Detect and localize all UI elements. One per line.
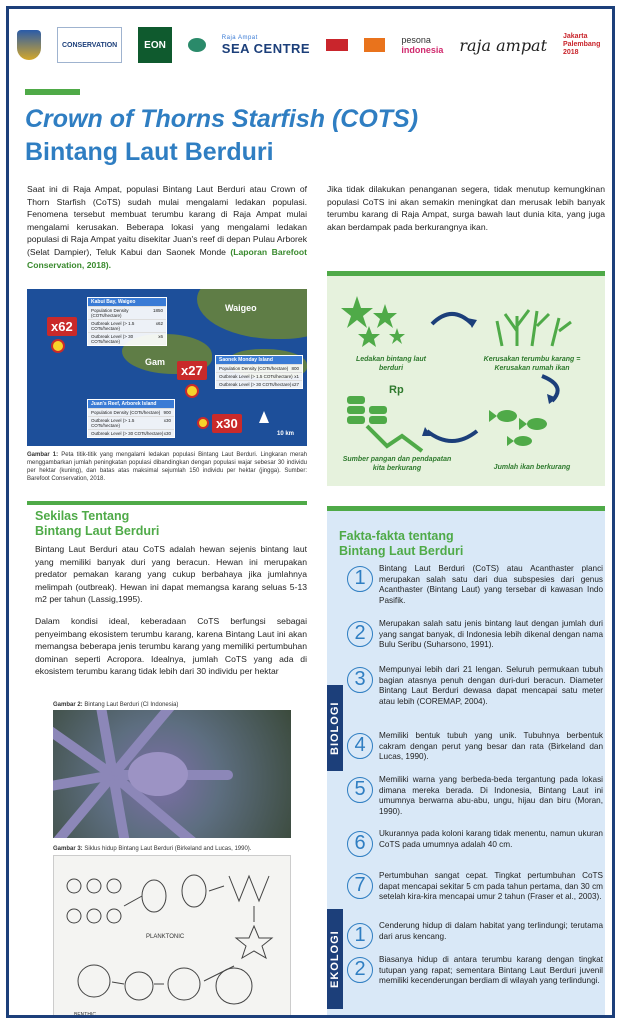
figure-2-caption: Gambar 2: Bintang Laut Berduri (CI Indonesia) bbox=[53, 702, 179, 708]
conservation-logo: CONSERVATION bbox=[57, 27, 122, 63]
starfish-photo bbox=[53, 710, 291, 838]
trend-down-icon bbox=[367, 426, 422, 451]
map-label-gam: Gam bbox=[145, 357, 166, 367]
title-english: Crown of Thorns Starfish (COTS) bbox=[25, 105, 419, 133]
life-cycle-diagram bbox=[53, 855, 291, 1018]
fish-icon bbox=[489, 410, 547, 446]
crest-icon bbox=[17, 27, 41, 63]
pesona-indonesia-logo: pesona indonesia bbox=[401, 35, 444, 55]
life-cycle-art bbox=[54, 856, 291, 1018]
arrow-icon bbox=[432, 314, 472, 324]
infographic-label-2: Kerusakan terumbu karang = Kerusakan rumah ikan bbox=[483, 356, 581, 372]
fact-item: 1 Bintang Laut Berduri (CoTS) atau Acanthaster planci merupakan salah satu dari dua subspesies dari genus Acanthaster (Bintang Laut) yang tersebar di kawasan Indo Pasifik. bbox=[347, 564, 603, 607]
intro-paragraph-1: Saat ini di Raja Ampat, populasi Bintang Laut Berduri atau Crown of Thorn Starfish (CoTS) sudah mulai mengalami ledakan populasi. Fenomena tersebut membuat terumbu karang di Raja Ampat mulai mengalami kerusakan. Beberapa lokasi yang mengalami ledakan populasi di Raja Ampat yaitu disekitar Juan's reef di depan Pulau Arborek (Selat Dampier), Teluk Kabui dan Saonek Monde (Laporan Barefoot Conservation, 2018). bbox=[27, 184, 307, 270]
north-arrow-icon bbox=[259, 411, 269, 423]
impact-infographic bbox=[327, 271, 605, 486]
infographic-art bbox=[327, 276, 605, 486]
facts-heading: Fakta-fakta tentang Bintang Laut Berduri bbox=[339, 529, 464, 558]
raja-ampat-logo: raja ampat bbox=[459, 35, 548, 55]
partner-red-logo bbox=[326, 27, 348, 63]
map-badge-juans: x30 bbox=[212, 414, 242, 433]
eon-logo: EON bbox=[138, 27, 172, 63]
turtle-icon bbox=[188, 27, 206, 63]
map-badge-kabui: x62 bbox=[47, 317, 77, 336]
fact-item: 5 Memiliki warna yang berbeda-beda tergantung pada lokasi dimana mereka berada. Di Indonesia, Bintang Laut ini umumnya berwarna abu-abu, ungu, hijau dan biru (Moran, 1990). bbox=[347, 775, 603, 818]
fact-item: 2 Biasanya hidup di antara terumbu karang dengan tingkat tutupan yang rapat; sementara Bintang Laut Berduri juvenil memiliki kecenderungan berdiam di wilayah yang terlindungi. bbox=[347, 955, 603, 987]
infographic-label-1: Ledakan bintang laut berduri bbox=[355, 356, 426, 372]
asian-games-logo: Jakarta Palembang 2018 bbox=[563, 33, 601, 56]
fact-item: 6 Ukurannya pada koloni karang tidak menentu, namun ukuran CoTS pada umumnya adalah 40 cm. bbox=[347, 829, 603, 857]
fact-item: 4 Memiliki bentuk tubuh yang unik. Tubuhnya berbentuk cakram dengan perut yang besar dan rata (Birkeland dan Lucas, 1990). bbox=[347, 731, 603, 763]
map-panel-juans: Juan's Reef, Arborek Island Population Density (COTs/hectare) 900 Outbreak Level (> 1.5 COTs/hectare) x30 Outbreak Level (> 30 COTs/hectare) x30 bbox=[87, 399, 175, 438]
fact-item: 2 Merupakan salah satu jenis bintang laut dengan jumlah duri yang sangat banyak, di Indonesia lebih dikenal dengan nama Bulu Seribu (Suharsono, 1991). bbox=[347, 619, 603, 651]
figure-3-caption: Gambar 3: Siklus hidup Bintang Laut Berduri (Birkeland and Lucas, 1990). bbox=[53, 846, 252, 852]
sekilas-paragraph-2: Dalam kondisi ideal, keberadaan CoTS berfungsi sebagai penyeimbang ekosistem terumbu karang, karena Bintang Laut ini akan memangsa beberapa jenis terumbu karang yang memiliki pertumbuhan dominan seperti Acropora. Idealnya, jumlah CoTS yang ada di ekosistem terumbu karang tidak lebih dari 30 individu per hektar bbox=[35, 616, 307, 677]
intro-paragraph-2: Jika tidak dilakukan penanganan segera, tidak menutup kemungkinan populasi CoTS ini akan semakin meningkat dan merusak lebih banyak terumbu karang di Raja Ampat, surga bawah laut dunia kita, yang juga akan berdampak pada berkurangnya ikan. bbox=[327, 184, 605, 232]
coral-icon bbox=[497, 310, 571, 346]
svg-text:BENTHIC: BENTHIC bbox=[74, 1012, 96, 1018]
fact-item: 7 Pertumbuhan sangat cepat. Tingkat pertumbuhan CoTS dapat mencapai sekitar 5 cm pada tahun pertama, dan 30 cm setelah kira-kira mencapai umur 2 tahun (Fraser et al., 2003). bbox=[347, 871, 603, 903]
map-panel-kabui: Kabui Bay, Waigeo Population Density (COTs/hectare) 1850 Outbreak Level (> 1.5 COTs/hectare) x62 Outbreak Level (> 30 COTs/hectare) x6 bbox=[87, 297, 167, 346]
infographic-label-4: Jumlah ikan berkurang bbox=[493, 464, 571, 471]
rupiah-label: Rp bbox=[389, 384, 404, 396]
outbreak-map bbox=[27, 289, 307, 446]
infographic-label-3: Sumber pangan dan pendapatan kita berkurang bbox=[342, 456, 452, 472]
sekilas-paragraph-1: Bintang Laut Berduri atau CoTS adalah hewan sejenis bintang laut yang memiliki banyak duri yang beracun. Hewan ini merupakan predator pemakan karang yang cukup berbahaya jika jumlahnya melimpah (outbreak). Hewan ini dapat memangsa karang seluas 5-13 m2 per tahun (Lassig,1995). bbox=[35, 544, 307, 605]
partner-orange-logo bbox=[364, 27, 386, 63]
map-marker-kabui bbox=[51, 339, 65, 353]
tab-biologi: BIOLOGI bbox=[327, 685, 343, 771]
sekilas-heading: Sekilas Tentang Bintang Laut Berduri bbox=[35, 509, 160, 538]
logo-bar bbox=[17, 23, 607, 67]
starfish-icon bbox=[341, 296, 405, 347]
facts-accent-bar bbox=[327, 506, 605, 511]
title-indonesian: Bintang Laut Berduri bbox=[25, 138, 274, 166]
map-marker-juans bbox=[197, 417, 209, 429]
title-accent-bar bbox=[25, 89, 80, 95]
arrow-icon bbox=[427, 431, 477, 441]
fact-item: 1 Cenderung hidup di dalam habitat yang terlindungi; terutama dari arus kencang. bbox=[347, 921, 603, 949]
poster-frame bbox=[6, 6, 615, 1018]
map-scale: 10 km bbox=[277, 431, 295, 437]
fact-item: 3 Mempunyai lebih dari 21 lengan. Seluruh permukaan tubuh bagian atasnya penuh dengan duri-duri beracun. Diameter Bintang Laut Berduri dewasa dapat mencapai satu meter atau lebih (COREMAP, 2004). bbox=[347, 665, 603, 708]
sekilas-accent-bar bbox=[27, 501, 307, 505]
svg-text:PLANKTONIC: PLANKTONIC bbox=[146, 934, 185, 940]
map-label-waigeo: Waigeo bbox=[225, 303, 257, 313]
map-badge-saonek: x27 bbox=[177, 361, 207, 380]
map-caption: Gambar 1: Peta titik-titik yang mengalami ledakan populasi Bintang Laut Berduri. Lingkaran merah menggambarkan jumlah peningkatan populasi dibandingkan dengan populasi wajar sebesar 30 individu per hektar (kuning), dan batas atas maksimal sejumlah 150 individu per hektar (jingga). Sumber: Barefoot Conservation, 2018. bbox=[27, 452, 307, 482]
tab-ekologi: EKOLOGI bbox=[327, 909, 343, 1009]
money-icon bbox=[347, 396, 387, 424]
intro-reference: (Laporan Barefoot Conservation, 2018). bbox=[27, 246, 307, 270]
seacentre-logo: Raja Ampat SEA CENTRE bbox=[221, 34, 311, 56]
map-marker-saonek bbox=[185, 384, 199, 398]
map-panel-saonek: Saonek Monday Island Population Density (COTs/hectare) 800 Outbreak Level (> 1.5 COTs/hectare) x1 Outbreak Level (> 30 COTs/hectare) x27 bbox=[215, 355, 303, 389]
